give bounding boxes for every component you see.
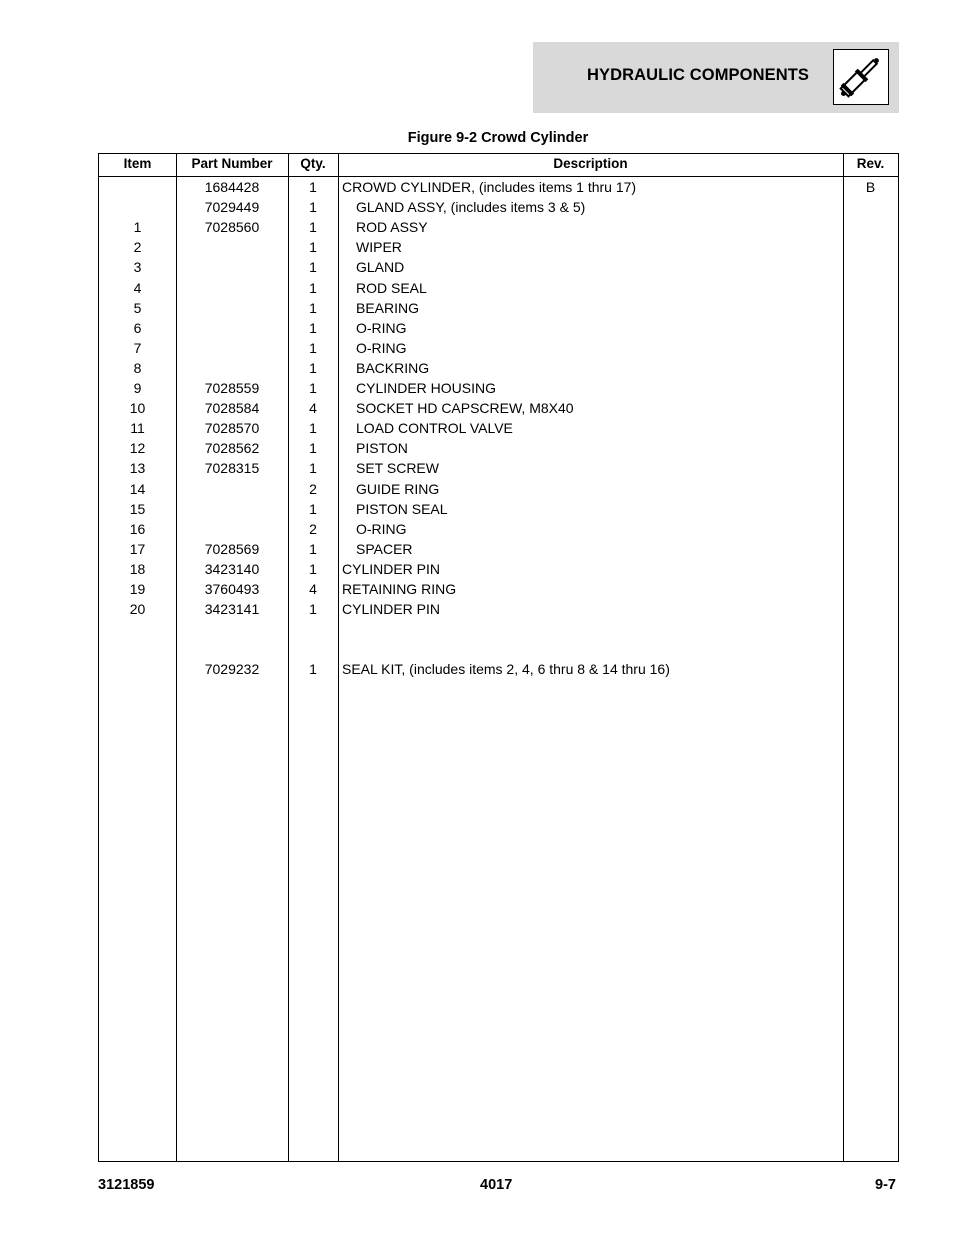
item-cell [99,619,176,639]
part-number-cell: 7028562 [204,440,260,457]
rev-cell [843,318,898,338]
rev-cell [843,579,898,599]
rev-cell [843,358,898,378]
qty-cell: 1 [309,560,317,577]
item-cell: 7 [133,339,142,356]
rev-cell [843,418,898,438]
item-cell [99,177,176,197]
rev-cell [843,559,898,579]
description-cell: BEARING [356,299,420,316]
description-cell: CYLINDER PIN [342,601,441,618]
part-number-cell: 7029232 [204,661,260,678]
parts-table [98,153,899,1162]
description-cell: BACKRING [356,359,430,376]
item-cell [99,639,176,659]
item-cell: 15 [129,500,146,517]
figure-title: Figure 9-2 Crowd Cylinder [407,130,589,146]
part-number-cell [176,499,288,519]
part-number-cell: 7028559 [204,380,260,396]
table-row [99,237,898,257]
description-cell: PISTON [356,440,408,457]
qty-cell: 1 [309,219,317,236]
item-cell: 12 [129,440,146,457]
qty-cell: 2 [309,520,317,537]
description-cell: GLAND [356,259,405,276]
table-row [99,639,898,659]
item-cell: 17 [129,540,146,557]
table-row [99,257,898,277]
qty-cell: 1 [309,199,317,216]
qty-cell: 1 [309,359,317,376]
description-cell: ROD ASSY [356,219,428,236]
part-number-cell [176,298,288,318]
qty-cell: 1 [309,460,317,477]
qty-cell: 1 [309,661,317,678]
part-number-cell: 7028315 [204,460,260,477]
rev-cell [843,217,898,237]
rev-cell [843,338,898,358]
rev-cell [843,619,898,639]
description-cell: RETAINING RING [342,581,457,597]
rev-cell [843,479,898,499]
item-cell: 5 [133,299,142,316]
qty-cell: 1 [309,601,317,618]
part-number-cell: 7028584 [204,400,260,417]
description-cell: SET SCREW [356,460,439,477]
rev-cell [843,398,898,418]
table-row [99,177,898,197]
description-cell [342,619,842,639]
description-cell [342,639,842,659]
hydraulic-cylinder-icon [833,49,889,105]
column-header-part-number: Part Number [191,156,273,171]
part-number-cell: 3760493 [204,581,260,597]
qty-cell: 4 [309,581,317,597]
table-row [99,418,898,438]
item-cell: 10 [129,400,146,417]
table-row [99,438,898,458]
table-row [99,217,898,237]
rev-cell [843,257,898,277]
rev-cell [843,237,898,257]
description-cell: O-RING [356,520,407,537]
qty-cell: 4 [309,400,317,417]
part-number-cell [176,479,288,499]
item-cell: 11 [130,420,145,437]
part-number-cell: 1684428 [204,179,260,195]
qty-cell: 1 [309,239,317,256]
qty-cell: 1 [309,420,317,437]
part-number-cell [176,278,288,298]
rev-cell [843,519,898,539]
rev-cell [843,197,898,217]
rev-cell [843,438,898,458]
table-row [99,378,898,398]
part-number-cell [176,257,288,277]
qty-cell: 1 [309,279,317,296]
rev-cell [843,639,898,659]
qty-cell: 1 [309,500,317,517]
item-cell: 3 [133,259,142,276]
item-cell: 16 [129,520,146,537]
table-row [99,539,898,559]
item-cell: 19 [129,581,146,597]
item-cell: 4 [133,279,142,296]
item-cell: 8 [133,359,142,376]
description-cell: GUIDE RING [356,480,440,497]
description-cell: LOAD CONTROL VALVE [356,420,513,437]
part-number-cell [176,639,288,659]
table-row [99,278,898,298]
table-row [99,318,898,338]
table-row [99,298,898,318]
rev-cell [843,378,898,398]
description-cell: PISTON SEAL [356,500,448,517]
table-row [99,358,898,378]
table-row [99,499,898,519]
item-cell: 1 [133,219,142,236]
rev-cell [843,599,898,619]
table-row [99,398,898,418]
item-cell: 6 [133,319,142,336]
rev-cell [843,499,898,519]
description-cell: SEAL KIT, (includes items 2, 4, 6 thru 8 & 14 thru 16) [342,661,670,678]
qty-cell: 1 [309,299,317,316]
part-number-cell: 3423141 [204,601,260,618]
qty-cell: 1 [309,179,317,195]
table-row [99,338,898,358]
part-number-cell [176,519,288,539]
part-number-cell [176,358,288,378]
description-cell: WIPER [356,239,402,256]
rev-cell [843,539,898,559]
footer-document-number: 3121859 [98,1177,155,1193]
table-row [99,579,898,599]
rev-cell: B [865,179,876,195]
column-header-qty: Qty. [300,156,326,171]
part-number-cell [176,318,288,338]
description-cell: O-RING [356,319,407,336]
part-number-cell [176,338,288,358]
item-cell: 18 [129,560,146,577]
qty-cell: 1 [309,540,317,557]
qty-cell: 2 [309,480,317,497]
qty-cell [288,639,338,659]
description-cell: ROD SEAL [356,279,427,296]
table-row [99,659,898,679]
description-cell: GLAND ASSY, (includes items 3 & 5) [356,199,586,216]
table-row [99,599,898,619]
rev-cell [843,659,898,679]
description-cell: O-RING [356,339,407,356]
item-cell: 13 [129,460,146,477]
part-number-cell: 3423140 [204,560,260,577]
description-cell: SPACER [356,540,413,557]
column-header-description: Description [553,156,628,171]
item-cell: 14 [129,480,146,497]
item-cell [99,659,176,679]
table-row [99,197,898,217]
description-cell: CYLINDER PIN [342,560,441,577]
part-number-cell: 7028560 [204,219,260,236]
qty-cell: 1 [309,259,317,276]
qty-cell: 1 [309,440,317,457]
qty-cell [288,619,338,639]
footer-model: 4017 [480,1177,513,1193]
table-row [99,519,898,539]
item-cell: 2 [133,239,142,256]
part-number-cell [176,237,288,257]
rev-cell [843,298,898,318]
part-number-cell: 7028569 [204,540,260,557]
part-number-cell [176,619,288,639]
description-cell: SOCKET HD CAPSCREW, M8X40 [356,400,574,417]
item-cell: 20 [129,601,146,618]
item-cell [99,197,176,217]
column-header-rev: Rev. [856,156,885,171]
section-header [533,42,899,113]
table-row [99,559,898,579]
rev-cell [843,278,898,298]
column-header-item: Item [123,156,152,171]
description-cell: CROWD CYLINDER, (includes items 1 thru 17) [342,179,637,195]
qty-cell: 1 [309,339,317,356]
section-title: HYDRAULIC COMPONENTS [587,66,810,84]
rev-cell [843,458,898,478]
qty-cell: 1 [309,380,317,396]
item-cell: 9 [133,380,142,396]
footer-page-number: 9-7 [875,1177,896,1193]
table-row [99,458,898,478]
part-number-cell: 7028570 [204,420,260,437]
description-cell: CYLINDER HOUSING [356,380,497,396]
qty-cell: 1 [309,319,317,336]
table-row [99,619,898,639]
table-row [99,479,898,499]
part-number-cell: 7029449 [204,199,260,216]
